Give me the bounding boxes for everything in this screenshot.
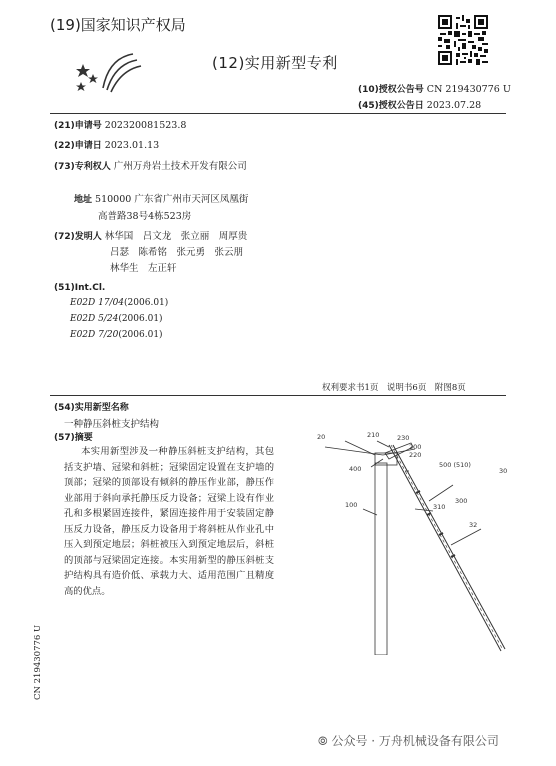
label-200: 200 — [409, 443, 422, 451]
page-count-info: 权利要求书1页 说明书6页 附图8页 — [322, 383, 466, 393]
int-cl-item: E02D 5/24(2006.01) — [70, 314, 163, 324]
inclined-pile — [389, 445, 501, 651]
address-line2: 高普路38号4栋523房 — [98, 211, 192, 222]
label-310: 310 — [433, 503, 446, 511]
utility-model-name-label: (54)实用新型名称 — [54, 403, 129, 413]
side-publication-number: CN 219430776 U — [33, 624, 43, 700]
publication-number: (10)授权公告号 CN 219430776 U — [358, 84, 511, 95]
int-cl-item: E02D 17/04(2006.01) — [70, 298, 169, 308]
int-cl-label: (51)Int.Cl. — [54, 283, 106, 293]
cnipa-logo-icon — [73, 48, 143, 98]
wechat-watermark: ⦾ 公众号 · 万舟机械设备有限公司 — [318, 734, 499, 748]
patentee: (73)专利权人 广州万舟岩土技术开发有限公司 — [54, 161, 247, 172]
issuing-authority: (19)国家知识产权局 — [50, 16, 186, 34]
label-230: 230 — [397, 434, 410, 442]
address: 地址 510000 广东省广州市天河区凤凰街 — [74, 194, 249, 205]
application-date: (22)申请日 2023.01.13 — [54, 140, 160, 151]
int-cl-item: E02D 7/20(2006.01) — [70, 330, 163, 340]
publication-date: (45)授权公告日 2023.07.28 — [358, 100, 482, 111]
label-500: 500 (510) — [439, 461, 471, 469]
support-wall — [375, 463, 387, 655]
utility-model-name: 一种静压斜桩支护结构 — [64, 419, 160, 430]
header-rule — [50, 113, 506, 114]
application-number: (21)申请号 202320081523.8 — [54, 120, 187, 131]
label-300: 300 — [455, 497, 468, 505]
structure-drawing — [305, 425, 530, 655]
abstract-label: (57)摘要 — [54, 433, 93, 443]
patent-type-title: (12)实用新型专利 — [212, 54, 338, 72]
inventors-line3: 林华生 左正轩 — [110, 263, 177, 274]
label-30: 30 — [499, 467, 508, 475]
label-32: 32 — [469, 521, 478, 529]
section-rule — [50, 395, 506, 396]
abstract-text: 本实用新型涉及一种静压斜桩支护结构，其包括支护墙、冠梁和斜桩；冠梁固定设置在支护墙的顶部；冠梁的顶部设有倾斜的静压作业部，静压作业部用于斜向承托静压反力设备；冠梁上设有作业孔和多根紧固连接件，紧固连接件用于安装固定静压反力设备，静压反力设备用于将斜桩从作业孔中压入到预定地层；斜桩被压入到预定地层后，斜桩的顶部与冠梁固定连接。本实用新型的静压斜桩支护结构具有造价低、承载力大、适用范围广且精度高的优点。 — [64, 446, 274, 597]
inventors-line2: 吕瑟 陈希铭 张元勇 张云朋 — [110, 247, 244, 258]
label-100: 100 — [345, 501, 358, 509]
inventors: (72)发明人 林华国 吕文龙 张立丽 周厚贵 — [54, 231, 248, 242]
label-210: 210 — [367, 431, 380, 439]
label-220: 220 — [409, 451, 422, 459]
label-20: 20 — [317, 433, 326, 441]
qr-code-icon — [438, 15, 488, 65]
label-400: 400 — [349, 465, 362, 473]
wechat-icon: ⦾ — [318, 734, 328, 748]
